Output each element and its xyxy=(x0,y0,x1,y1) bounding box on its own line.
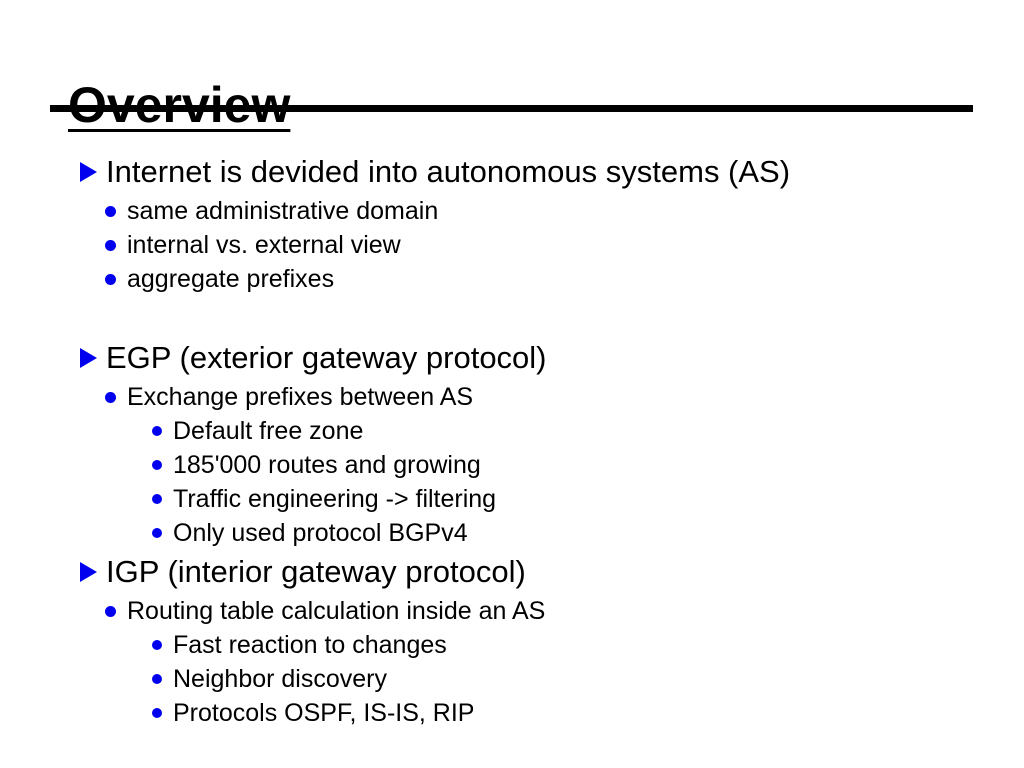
list-item-label: Routing table calculation inside an AS xyxy=(127,596,546,625)
section-spacer xyxy=(0,296,1024,336)
list-item xyxy=(0,380,1024,414)
list-item xyxy=(0,150,1024,194)
dot-bullet-icon xyxy=(152,528,162,538)
triangle-bullet-icon xyxy=(80,562,97,582)
list-item xyxy=(0,662,1024,696)
list-item xyxy=(0,482,1024,516)
list-item-label: Fast reaction to changes xyxy=(173,630,447,659)
list-item-label: Neighbor discovery xyxy=(173,664,387,693)
dot-bullet-icon xyxy=(152,494,162,504)
list-item xyxy=(0,628,1024,662)
list-item xyxy=(0,550,1024,594)
list-item-label: aggregate prefixes xyxy=(127,264,335,293)
dot-bullet-icon xyxy=(105,274,116,285)
list-item-label: 185'000 routes and growing xyxy=(173,450,481,479)
dot-bullet-icon xyxy=(152,640,162,650)
list-item-label: Only used protocol BGPv4 xyxy=(173,518,468,547)
title-rule-divider xyxy=(50,105,973,112)
dot-bullet-icon xyxy=(105,206,116,217)
dot-bullet-icon xyxy=(105,392,116,403)
list-item xyxy=(0,414,1024,448)
list-item xyxy=(0,336,1024,380)
list-item-label: IGP (interior gateway protocol) xyxy=(106,554,526,589)
dot-bullet-icon xyxy=(105,240,116,251)
list-item-label: Protocols OSPF, IS-IS, RIP xyxy=(173,698,475,727)
dot-bullet-icon xyxy=(152,674,162,684)
list-item-label: Internet is devided into autonomous systems (AS) xyxy=(106,154,791,189)
list-item xyxy=(0,696,1024,730)
list-item xyxy=(0,448,1024,482)
list-item xyxy=(0,516,1024,550)
list-item-label: EGP (exterior gateway protocol) xyxy=(106,340,547,375)
list-item xyxy=(0,262,1024,296)
triangle-bullet-icon xyxy=(80,348,97,368)
list-item xyxy=(0,594,1024,628)
list-item xyxy=(0,194,1024,228)
list-item xyxy=(0,228,1024,262)
list-item-label: Traffic engineering -> filtering xyxy=(173,484,497,513)
bullet-list xyxy=(0,150,1024,730)
list-item-label: same administrative domain xyxy=(127,196,439,225)
dot-bullet-icon xyxy=(152,708,162,718)
dot-bullet-icon xyxy=(152,460,162,470)
dot-bullet-icon xyxy=(105,606,116,617)
list-item-label: internal vs. external view xyxy=(127,230,401,259)
list-item-label: Default free zone xyxy=(173,416,364,445)
triangle-bullet-icon xyxy=(80,162,97,182)
list-item-label: Exchange prefixes between AS xyxy=(127,382,474,411)
dot-bullet-icon xyxy=(152,426,162,436)
